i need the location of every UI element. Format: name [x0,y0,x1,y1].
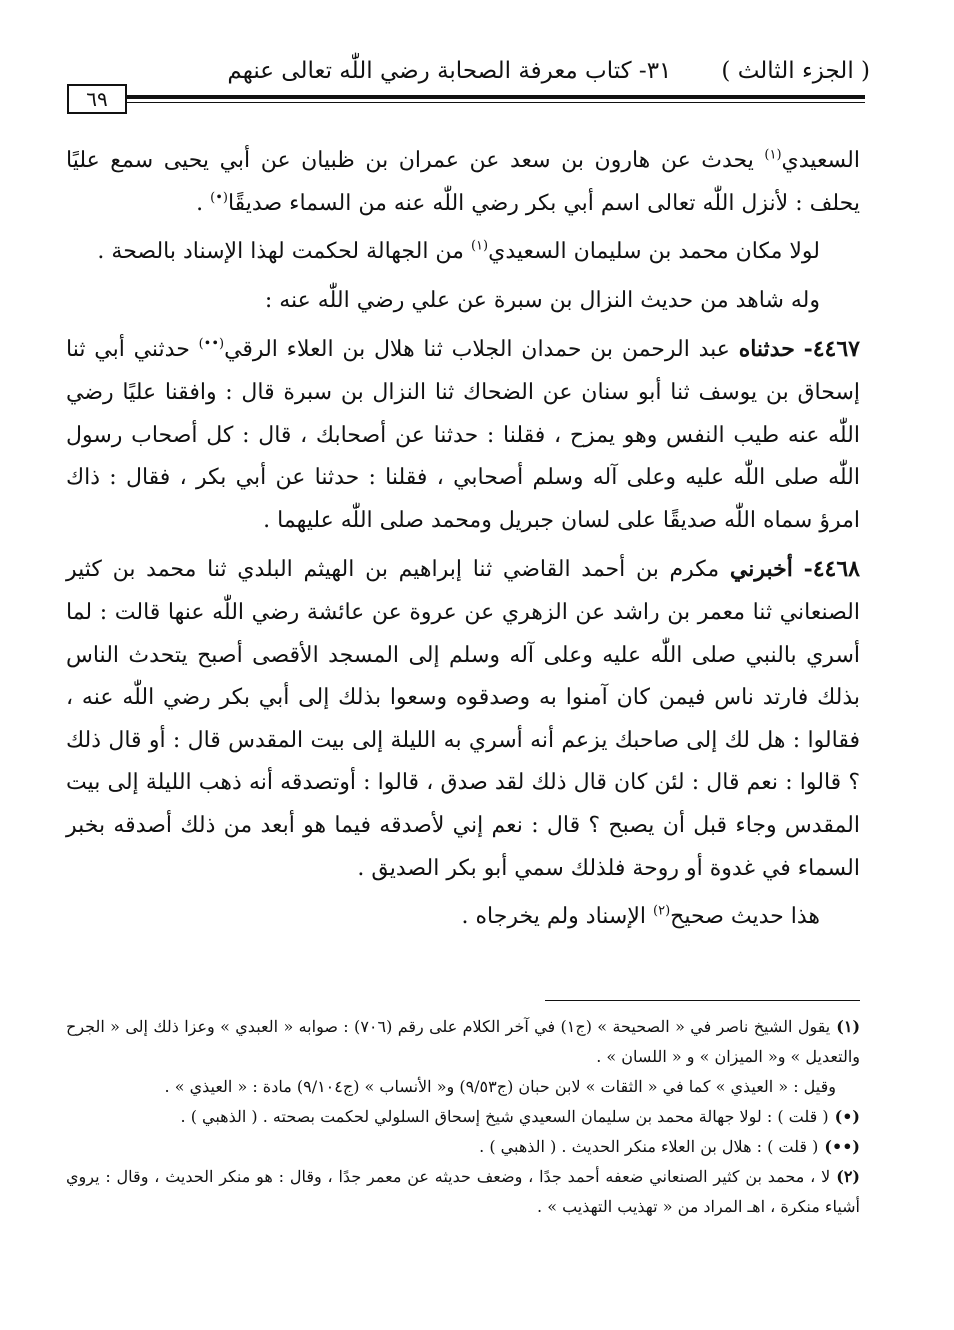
volume-label: ( الجزء الثالث ) [721,58,870,84]
paragraph-witness: وله شاهد من حديث النزال بن سبرة عن علي رضي اللّٰه عنه : [264,287,820,313]
paragraph-comment: لولا مكان محمد بن سليمان السعيدي$^{(١)}$ من الجهالة لحكمت لهذا الإسناد بالصحة . [97,238,820,265]
footnote-2: (٢)لا ، محمد بن كثير الصنعاني ضعفه أحمد جدًا ، وضعف حديثه عن معمر جدًا ، وقال : هو منكر الحديث ، وقال : يروي أشياء منكرة ، اهـ المراد من « تهذيب التهذيب » . [66,1167,860,1216]
hadith-keyword: أخبرني [729,556,793,583]
header-rule [127,95,865,99]
footnote-1: (١)يقول الشيخ ناصر في « الصحيحة » (ج١) في آخر الكلام على رقم (٧٠٦) : صوابه « العبدي » وعزا ذلك إلى « الجرح والتعديل » و« الميزان » و « اللسان » . [66,1017,861,1066]
hadith-number: ٤٤٦٧- [803,336,860,363]
hadith-keyword: حدثناه [738,336,795,363]
page-number: ٦٩ [67,84,127,114]
footnote-1-cont: وقيل : « العيذي » كما في « الثقات » لابن حبان (ج٩/٥٣) و« الأنساب » (ج٩/١٠٤) مادة : « العيذي » . [164,1077,836,1096]
footnote-ref: (١) [764,147,782,163]
footnote-ref: (١) [470,238,489,254]
footnote-ref: (•) [210,190,228,206]
header-rule-thin [127,102,865,103]
chapter-title: ٣١- كتاب معرفة الصحابة رضي اللّٰه تعالى عنهم [227,58,672,84]
paragraph-continuation: السعيدي$^{(١)}$ يحدث عن هارون بن سعد عن عمران بن ظبيان عن أبي يحيى سمع عليًا يحلف : لأنزل اللّٰه تعالى اسم أبي بكر رضي اللّٰه عنه من السماء صديقًا(•) . [66,147,860,216]
paragraph-verdict: هذا حديث صحيح$^{(٢)}$ الإسناد ولم يخرجاه . [461,903,820,930]
hadith-number: ٤٤٦٨- [803,556,860,583]
footnote-mark-2: (••)( قلت ) : هلال بن العلاء منكر الحديث . ( الذهبي ) . [479,1137,860,1156]
footnote-ref: (••) [198,337,225,353]
main-text [66,140,860,939]
footnotes [66,1012,860,1222]
footnote-mark-1: (•)( قلت ) : لولا جهالة محمد بن سليمان السعيدي شيخ إسحاق السلولي لحكمت بصحته . ( الذهبي ) . [180,1107,860,1126]
footnote-separator [545,1000,860,1001]
hadith-4468: ٤٤٦٨- أخبرني مكرم بن أحمد القاضي ثنا إبراهيم بن الهيثم البلدي ثنا محمد بن كثير الصنعاني ثنا معمر بن راشد عن الزهري عن عروة عن عائشة رضي اللّٰه عنها قالت : لما أسري بالنبي صلى اللّٰه عليه وعلى آله وسلم إلى المسجد الأقصى أصبح يتحدث الناس بذلك فارتد ناس فيمن كان آمنوا به وصدقوه وسعوا بذلك إلى أبي بكر رضي اللّٰه عنه ، فقالوا : هل لك إلى صاحبك يزعم أنه أسري به الليلة إلى بيت المقدس قال : أو قال ذلك ؟ قالوا : نعم قال : لئن كان قال ذلك لقد صدق ، قالوا : أوتصدقه أنه ذهب الليلة إلى بيت المقدس وجاء قبل أن يصبح ؟ قال : نعم إني لأصدقه فيما هو أبعد من ذلك أصدقه بخبر السماء في غدوة أو روحة فلذلك سمي أبو بكر الصديق . [66,556,860,881]
hadith-4467: ٤٤٦٧- حدثناه عبد الرحمن بن حمدان الجلاب ثنا هلال بن العلاء الرقي(••) حدثني أبي ثنا إسحاق بن يوسف ثنا أبو سنان عن الضحاك ثنا النزال بن سبرة قال : وافقنا عليًا رضي اللّٰه عنه طيب النفس وهو يمزح ، فقلنا : حدثنا عن أصحابك ، قال : كل أصحاب رسول اللّٰه صلى اللّٰه عليه وعلى آله وسلم أصحابي ، فقلنا : حدثنا عن أبي بكر ، فقال : ذاك امرؤ سماه اللّٰه صديقًا على لسان جبريل ومحمد صلى اللّٰه عليهما . [66,336,860,533]
footnote-ref: (٢) [653,903,671,919]
running-header [227,58,870,84]
